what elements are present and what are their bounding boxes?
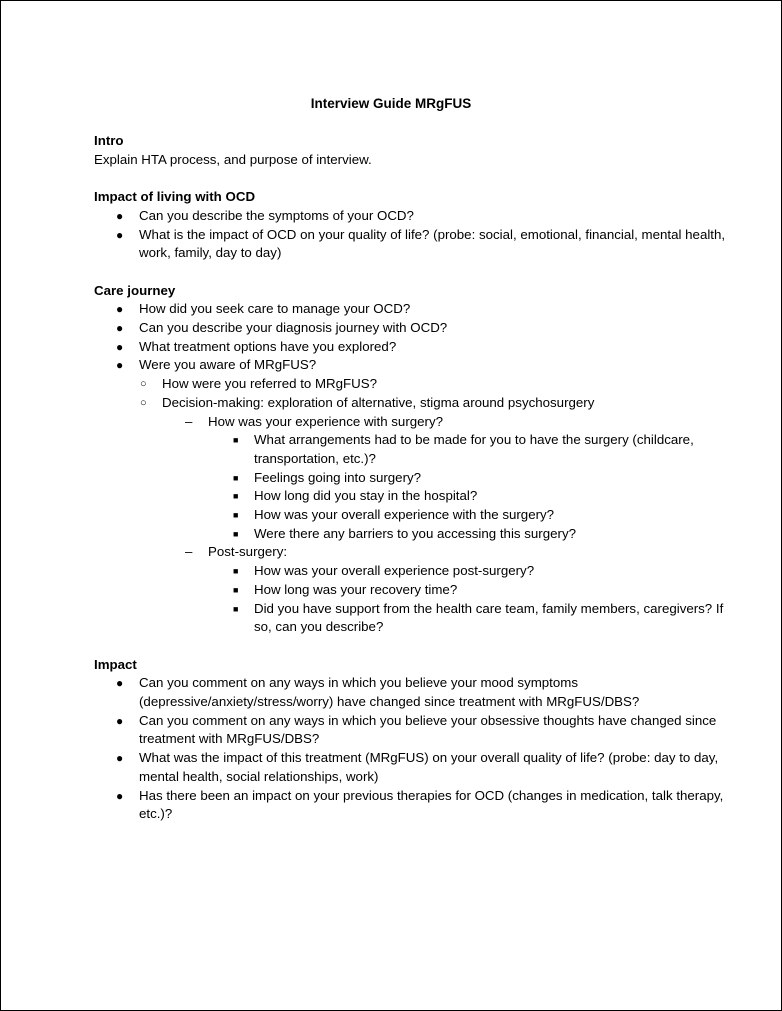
list-item: ● Can you describe your diagnosis journey with OCD? xyxy=(94,319,734,338)
list-item: ■ How long was your recovery time? xyxy=(231,581,734,600)
square-bullet-icon: ■ xyxy=(233,566,239,577)
bullet-icon: ● xyxy=(116,227,124,242)
bullet-icon: ● xyxy=(116,302,124,317)
care-journey-sublist xyxy=(139,375,734,637)
surgery-questions-list xyxy=(208,431,734,543)
list-item: – Post-surgery: ■ How was your overall experience post-surgery? ■ How long was your recovery time? ■ Did you have support from the health care team, family members, caregivers? If so, can you describe? xyxy=(185,543,734,637)
circle-bullet-icon: ○ xyxy=(140,378,147,391)
list-item: – How was your experience with surgery? ■ What arrangements had to be made for you to have the surgery (childcare, transportation, etc.)? ■ Feelings going into surgery? ■ How long did you stay in the hospital? ■ How was your overall experience with the surgery? ■ Were there any barriers to you accessing this surgery? xyxy=(185,413,734,544)
dash-bullet-icon: – xyxy=(185,544,193,560)
square-bullet-icon: ■ xyxy=(233,584,239,595)
square-bullet-icon: ■ xyxy=(233,603,239,614)
list-item: ● What was the impact of this treatment (MRgFUS) on your overall quality of life? (probe: day to day, mental health, social relationships, work) xyxy=(116,750,719,784)
bullet-icon: ● xyxy=(116,713,124,728)
square-bullet-icon: ■ xyxy=(233,528,239,539)
square-bullet-icon: ■ xyxy=(233,435,239,446)
dash-bullet-icon: – xyxy=(185,413,193,429)
impact-living-list xyxy=(94,207,734,263)
bullet-icon: ● xyxy=(116,676,124,691)
bullet-icon: ● xyxy=(116,751,124,766)
section-heading-care-journey: Care journey xyxy=(94,282,176,298)
care-journey-list xyxy=(94,300,734,637)
document-title: Interview Guide MRgFUS xyxy=(310,96,472,111)
list-item: ● Can you comment on any ways in which you believe your obsessive thoughts have changed since treatment with MRgFUS/DBS? xyxy=(116,712,717,747)
section-heading-impact: Impact xyxy=(94,656,137,672)
list-item: ■ How was your overall experience post-surgery? xyxy=(231,562,734,581)
section-heading-intro: Intro xyxy=(94,133,124,148)
list-item: ● How did you seek care to manage your OCD? xyxy=(94,300,734,319)
intro-text: Explain HTA process, and purpose of interview. xyxy=(94,151,372,167)
list-item: ■ How was your overall experience with the surgery? xyxy=(231,506,734,525)
circle-bullet-icon: ○ xyxy=(140,396,147,409)
square-bullet-icon: ■ xyxy=(233,472,239,483)
bullet-icon: ● xyxy=(116,788,124,803)
section-heading-impact-of-living: Impact of living with OCD xyxy=(94,189,256,205)
list-item: ● Can you comment on any ways in which you believe your mood symptoms (depressive/anxiety/stress/worry) have changed since treatment with MRgFUS/DBS? xyxy=(116,675,640,710)
square-bullet-icon: ■ xyxy=(233,491,239,502)
list-item: ■ What arrangements had to be made for you to have the surgery (childcare, transportation, etc.)? xyxy=(233,432,694,466)
bullet-icon: ● xyxy=(116,321,124,335)
list-item: ● What treatment options have you explored? xyxy=(94,338,734,357)
list-item: ■ Were there any barriers to you accessing this surgery? xyxy=(231,525,734,544)
list-item: ● Has there been an impact on your previous therapies for OCD (changes in medication, talk therapy, etc.)? xyxy=(116,787,724,822)
square-bullet-icon: ■ xyxy=(233,510,239,521)
list-item: ● What is the impact of OCD on your quality of life? (probe: social, emotional, financial, mental health, work, family, day to day) xyxy=(116,226,726,261)
list-item: ○ Decision-making: exploration of alternative, stigma around psychosurgery – How was your experience with surgery? ■ What arrangements had to be made for you to have the surgery (childcare, transportation, etc.)? ■ Feelings going into surgery? ■ How long did you stay in the hospital? ■ How was your overall experience with the surgery? ■ Were there any barriers to you accessing this surgery? – Post-surgery: ■ How was your overall experience post-surgery? ■ How long was your recovery time? ■ Did you have support from the health care team, family members, caregivers? If so, can you describe? xyxy=(139,394,734,637)
impact-list xyxy=(94,674,734,824)
document-body xyxy=(94,132,734,824)
list-item: ■ Feelings going into surgery? xyxy=(231,469,734,488)
decision-making-sublist xyxy=(162,413,734,637)
bullet-icon: ● xyxy=(116,339,124,354)
bullet-icon: ● xyxy=(116,208,124,223)
list-item: ■ Did you have support from the health care team, family members, caregivers? If so, can you describe? xyxy=(233,600,724,635)
list-item: ● Can you describe the symptoms of your OCD? xyxy=(94,207,734,226)
bullet-icon: ● xyxy=(116,358,124,373)
list-item: ○ How were you referred to MRgFUS? xyxy=(139,375,734,394)
list-item: ● Were you aware of MRgFUS? ○ How were you referred to MRgFUS? ○ Decision-making: exploration of alternative, stigma around psychosurgery – How was your experience with surgery? ■ What arrangements had to be made for you to have the surgery (childcare, transportation, etc.)? ■ Feelings going into surgery? ■ How long did you stay in the hospital? ■ How was your overall experience with the surgery? ■ Were there any barriers to you accessing this surgery? – Post-surgery: ■ How was your overall experience post-surgery? ■ How long was your recovery time? ■ Did you have support from the health care team, family members, caregivers? If so, can you describe? xyxy=(94,356,734,637)
post-surgery-questions-list xyxy=(208,562,734,637)
list-item: ■ How long did you stay in the hospital? xyxy=(231,487,734,506)
